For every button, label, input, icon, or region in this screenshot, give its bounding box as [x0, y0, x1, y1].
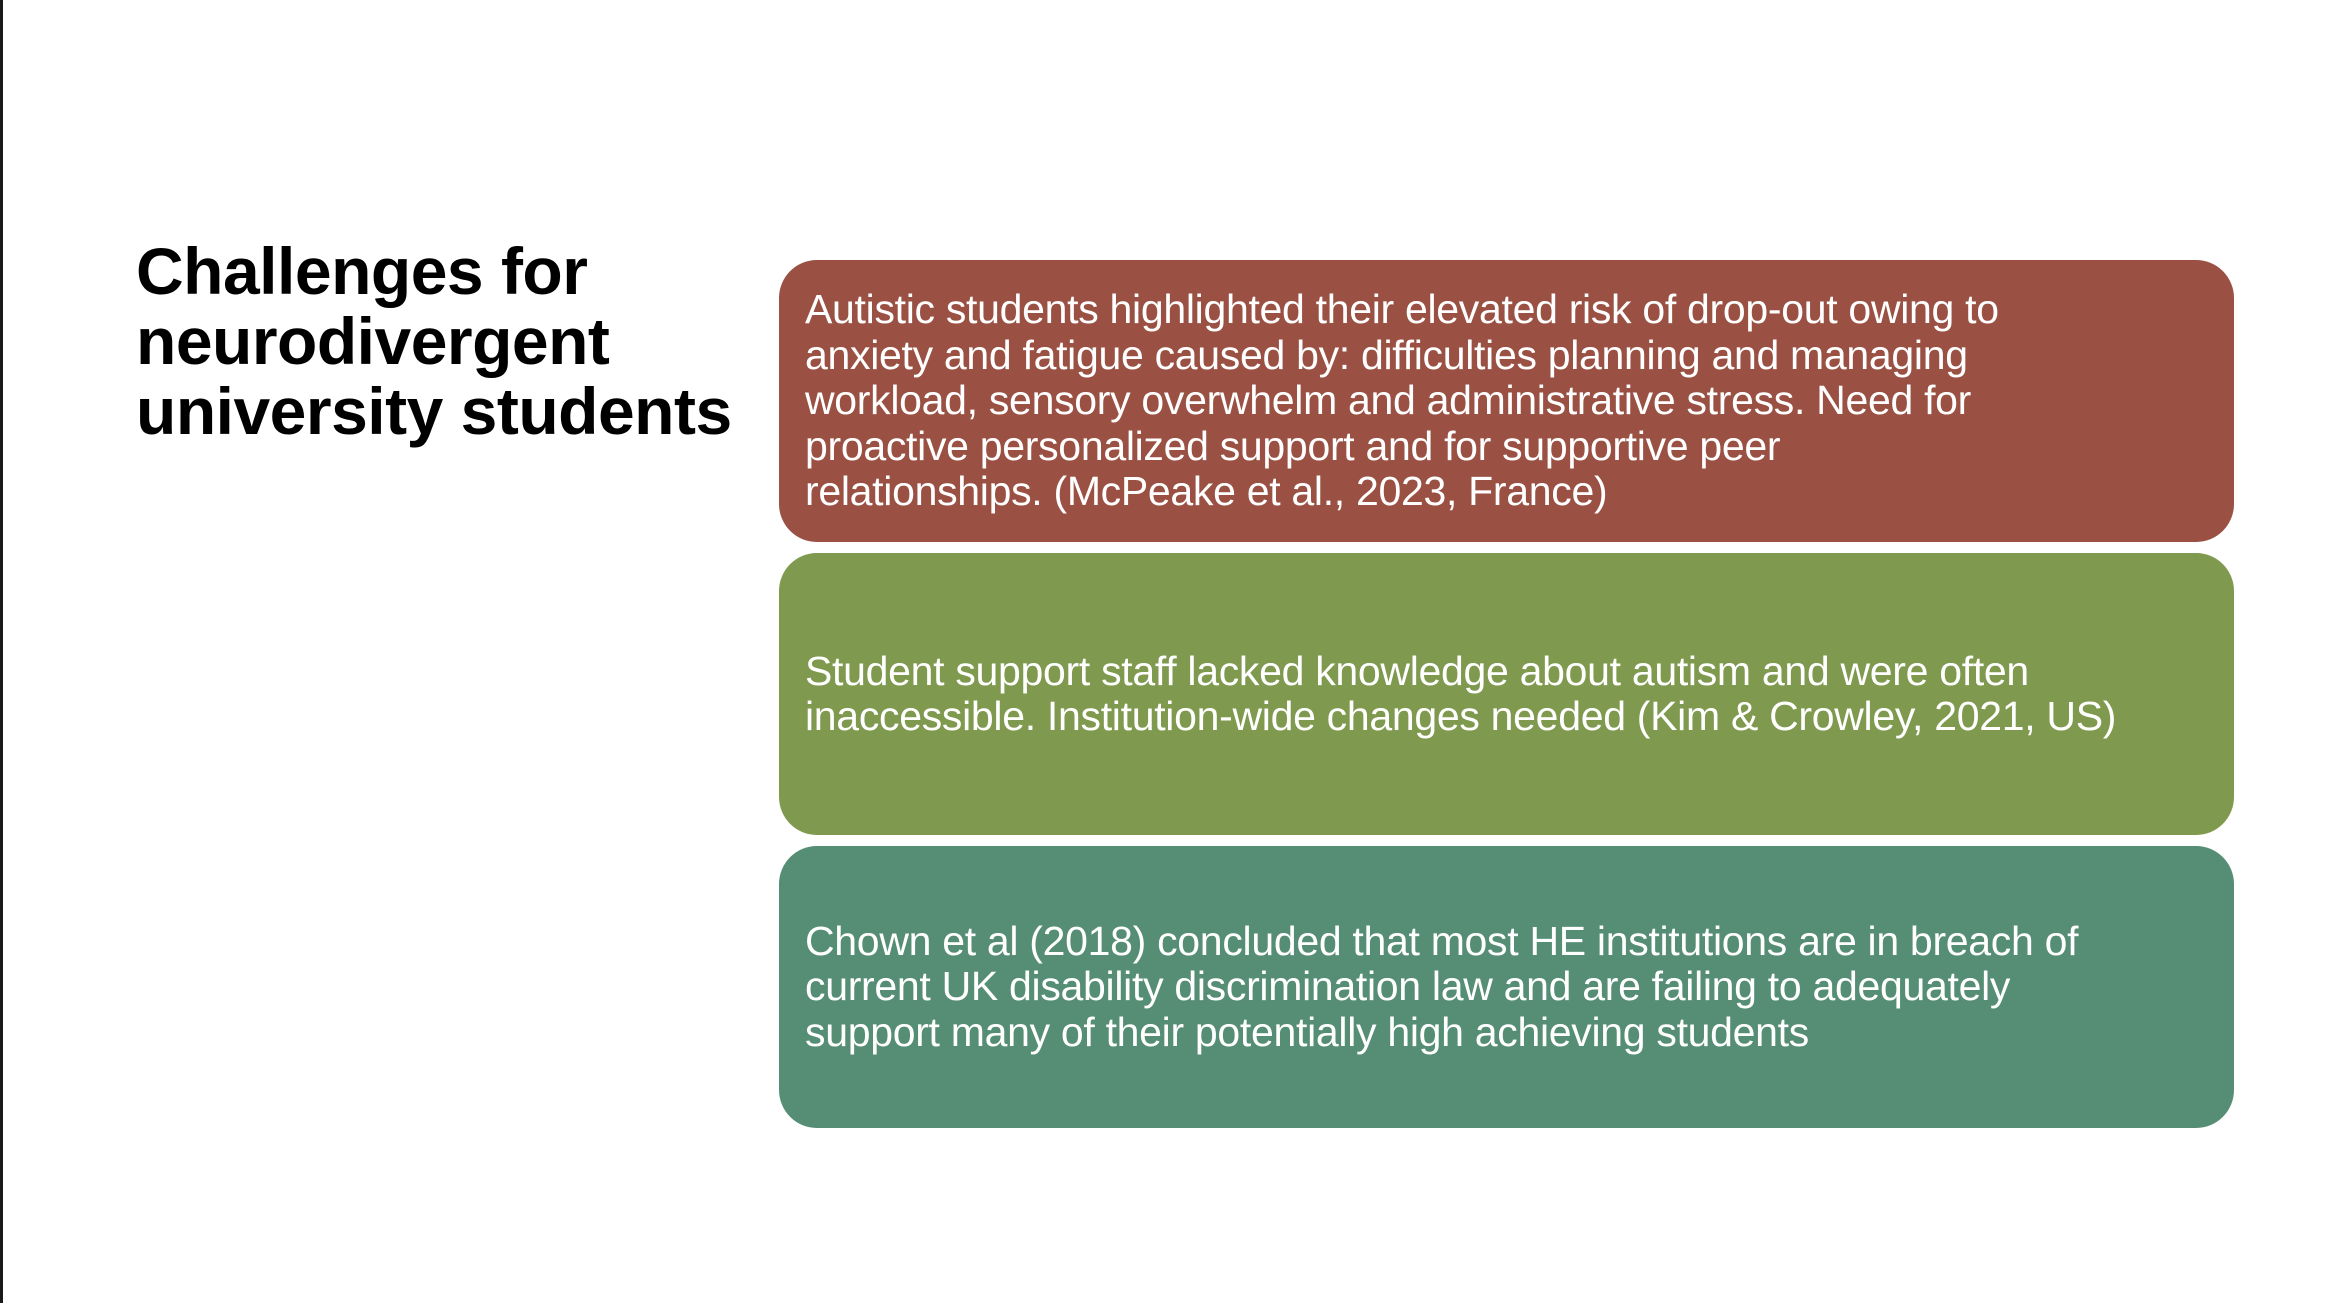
challenge-box-he-institutions [779, 846, 2234, 1128]
challenge-text: Student support staff lacked knowledge about autism and were often inaccessible. Institution-wide changes needed (Kim & Crowley, 2021, US) [805, 647, 2117, 739]
slide-title: Challenges for neurodivergent university students [136, 234, 732, 448]
slide-left-border [0, 0, 3, 1303]
challenge-box-autistic-students [779, 260, 2234, 542]
challenge-text: Autistic students highlighted their elevated risk of drop-out owing to anxiety and fatigue caused by: difficulties planning and managing workload, sensory overwhelm and administrative stress. Need for proactive personalized support and for supportive peer relationships. (McPeake et al., 2023, France) [805, 286, 1999, 515]
challenge-text: Chown et al (2018) concluded that most HE institutions are in breach of current UK disability discrimination law and are failing to adequately support many of their potentially high achieving students [805, 917, 2079, 1055]
challenge-box-support-staff [779, 553, 2234, 835]
